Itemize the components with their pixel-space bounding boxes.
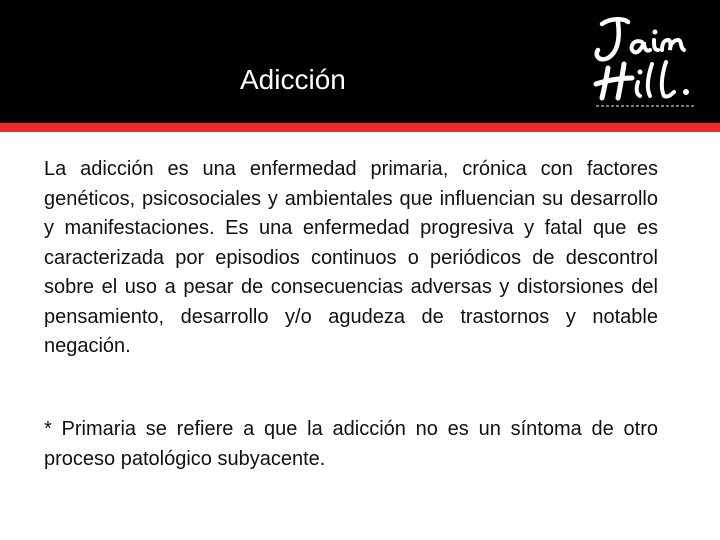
signature-logo-graphic [588,12,706,112]
accent-band [0,123,720,132]
slide-title: Adicción [240,64,346,95]
footnote-paragraph: * Primaria se refiere a que la adicción no es un síntoma de otro proceso patológico subyacente. [44,418,658,470]
definition-paragraph: La adicción es una enfermedad primaria, crónica con factores genéticos, psicosociales y ambientales que influencian su desarrollo y manifestaciones. Es una enfermedad progresiva y fatal que es caracterizada por episodios continuos o periódicos de descontrol sobre el uso a pesar de consecuencias adversas y distorsiones del pensamiento, desarrollo y/o agudeza de trastornos y notable negación. [44,158,658,357]
header-bar [0,0,720,123]
signature-logo [588,12,706,112]
